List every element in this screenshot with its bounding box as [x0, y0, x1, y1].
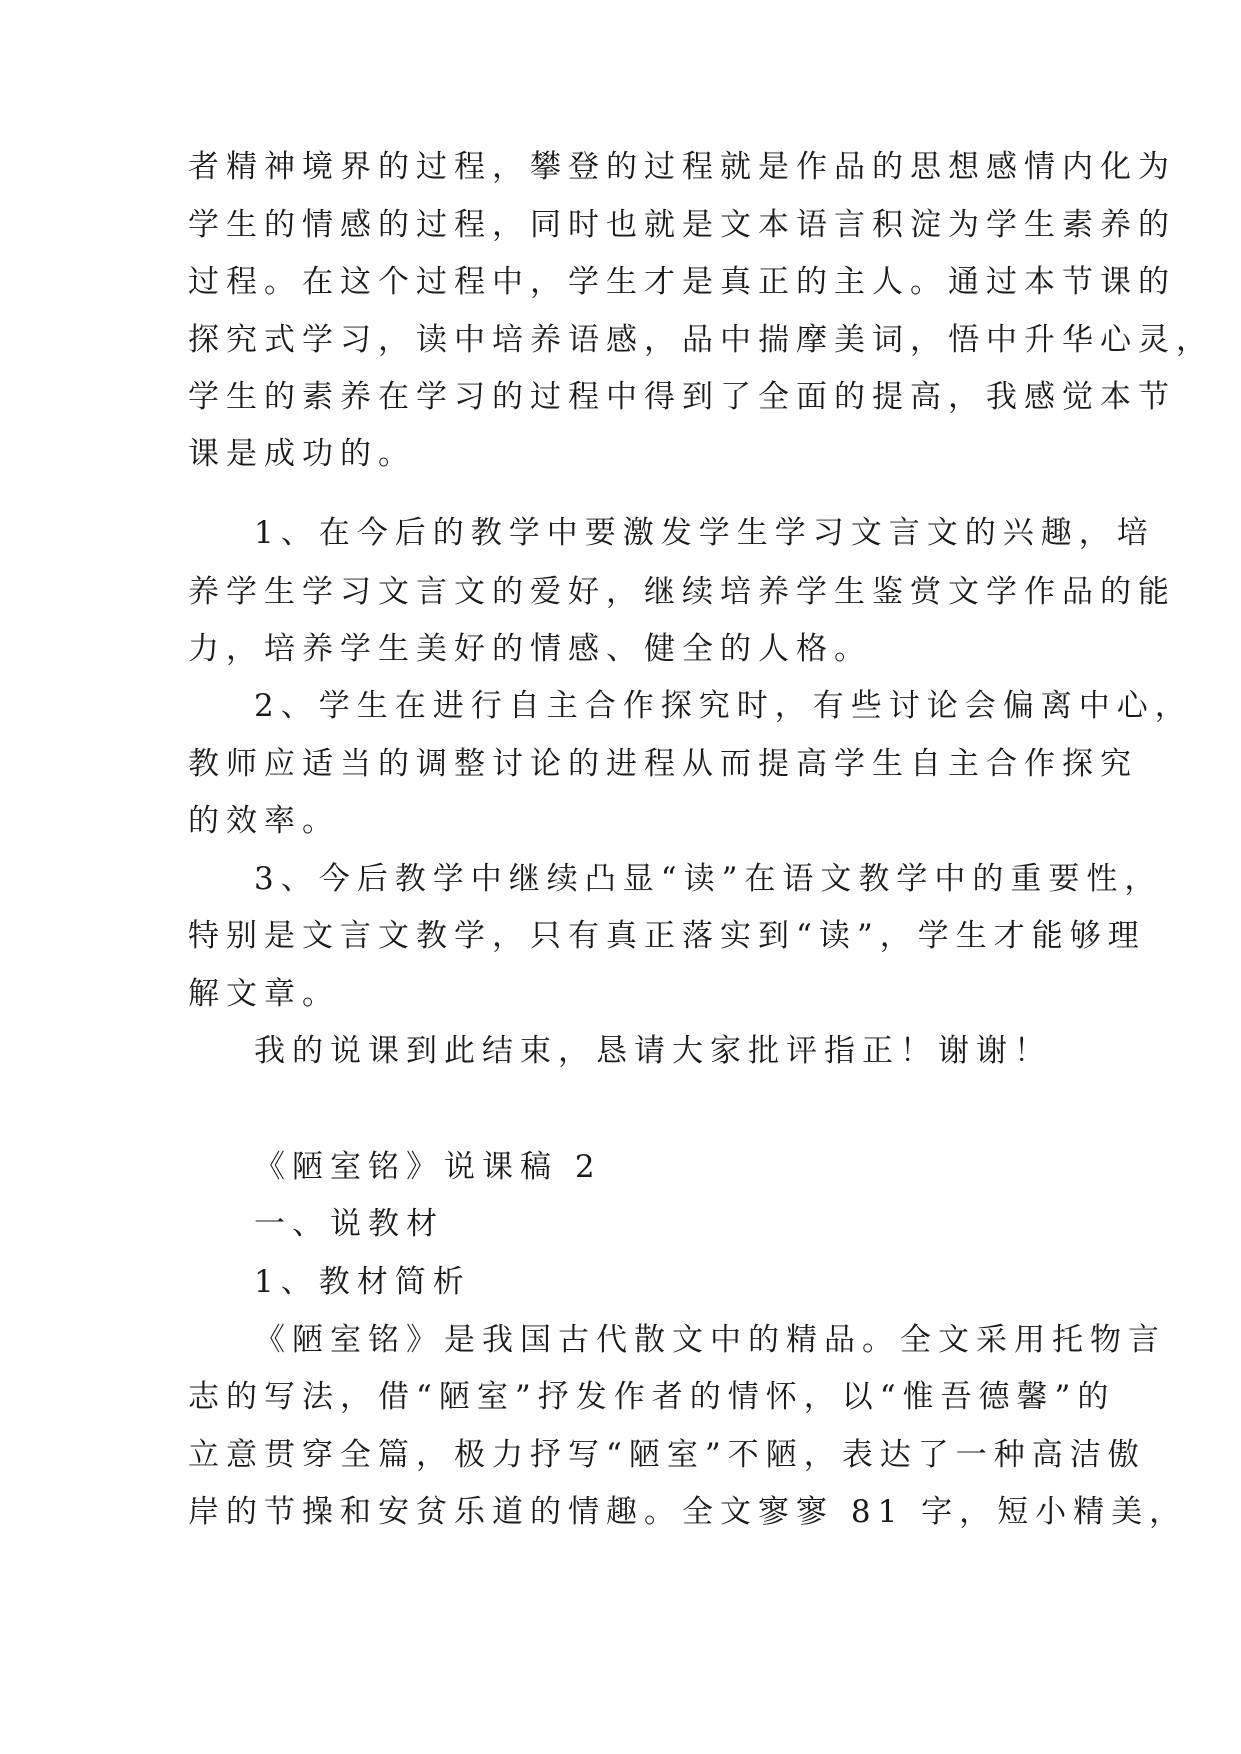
- body-line: 者精神境界的过程，攀登的过程就是作品的思想感情内化为: [188, 149, 1176, 185]
- body-line: 解文章。: [188, 976, 340, 1012]
- body-line: 养学生学习文言文的爱好，继续培养学生鉴赏文学作品的能: [188, 574, 1176, 610]
- list-item-1: 1、在今后的教学中要激发学生学习文言文的兴趣，培: [254, 515, 1155, 551]
- body-line: 志的写法，借“陋室”抒发作者的情怀，以“惟吾德馨”的: [188, 1379, 1116, 1415]
- body-line: 教师应适当的调整讨论的进程从而提高学生自主合作探究: [188, 746, 1138, 782]
- body-line: 岸的节操和安贫乐道的情趣。全文寥寥 81 字，短小精美，: [188, 1494, 1188, 1530]
- subsection-heading: 1、教材简析: [254, 1264, 471, 1300]
- body-line: 力，培养学生美好的情感、健全的人格。: [188, 631, 872, 667]
- list-item-3: 3、今后教学中继续凸显“读”在语文教学中的重要性，: [254, 861, 1163, 897]
- section-heading: 一、说教材: [254, 1206, 444, 1242]
- body-line: 课是成功的。: [188, 436, 416, 472]
- body-line: 探究式学习，读中培养语感，品中揣摩美词，悟中升华心灵，: [188, 322, 1214, 358]
- body-line: 学生的素养在学习的过程中得到了全面的提高，我感觉本节: [188, 379, 1176, 415]
- closing-line: 我的说课到此结束，恳请大家批评指正！谢谢！: [254, 1033, 1052, 1069]
- body-line: 《陋室铭》是我国古代散文中的精品。全文采用托物言: [254, 1322, 1166, 1358]
- body-line: 立意贯穿全篇，极力抒写“陋室”不陋，表达了一种高洁傲: [188, 1437, 1146, 1473]
- section-title: 《陋室铭》说课稿 2: [254, 1149, 602, 1185]
- list-item-2: 2、学生在进行自主合作探究时，有些讨论会偏离中心，: [254, 688, 1193, 724]
- body-line: 过程。在这个过程中，学生才是真正的主人。通过本节课的: [188, 264, 1176, 300]
- body-line: 特别是文言文教学，只有真正落实到“读”，学生才能够理: [188, 918, 1146, 954]
- body-line: 学生的情感的过程，同时也就是文本语言积淀为学生素养的: [188, 207, 1176, 243]
- body-line: 的效率。: [188, 803, 340, 839]
